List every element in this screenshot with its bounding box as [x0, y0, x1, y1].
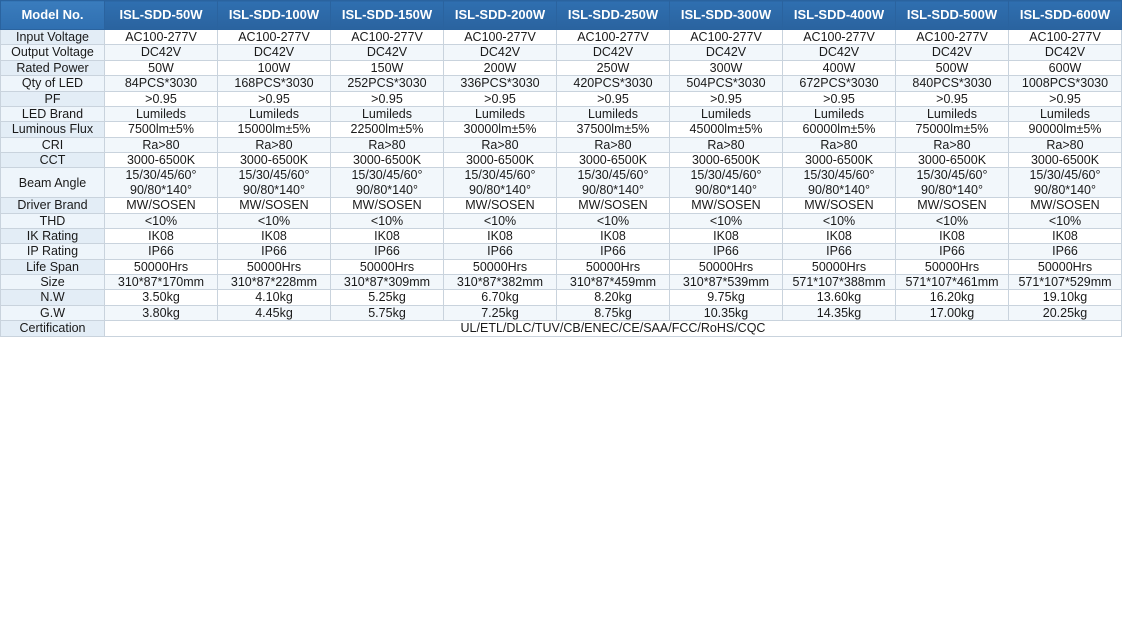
table-cell: MW/SOSEN	[783, 198, 896, 213]
table-cell: Lumileds	[896, 106, 1009, 121]
table-cell: 50000Hrs	[105, 259, 218, 274]
table-cell: 310*87*309mm	[331, 275, 444, 290]
table-cell: Lumileds	[218, 106, 331, 121]
table-cell: 840PCS*3030	[896, 76, 1009, 91]
column-header-model-5: ISL-SDD-250W	[557, 1, 670, 30]
table-cell: >0.95	[218, 91, 331, 106]
table-cell: 6.70kg	[444, 290, 557, 305]
table-cell: 50000Hrs	[557, 259, 670, 274]
row-label: Input Voltage	[1, 30, 105, 45]
table-cell: 75000lm±5%	[896, 122, 1009, 137]
row-label: Qty of LED	[1, 76, 105, 91]
table-cell: MW/SOSEN	[218, 198, 331, 213]
column-header-model-2: ISL-SDD-100W	[218, 1, 331, 30]
table-cell: 84PCS*3030	[105, 76, 218, 91]
table-cell: Lumileds	[331, 106, 444, 121]
table-cell: AC100-277V	[557, 30, 670, 45]
row-label: IK Rating	[1, 228, 105, 243]
table-cell: Ra>80	[1009, 137, 1122, 152]
table-cell: 9.75kg	[670, 290, 783, 305]
table-cell: 15/30/45/60° 90/80*140°	[444, 168, 557, 198]
table-cell: MW/SOSEN	[896, 198, 1009, 213]
table-cell: <10%	[218, 213, 331, 228]
table-cell: MW/SOSEN	[557, 198, 670, 213]
table-cell: 15/30/45/60° 90/80*140°	[896, 168, 1009, 198]
table-cell: >0.95	[444, 91, 557, 106]
column-header-model-4: ISL-SDD-200W	[444, 1, 557, 30]
table-cell: IP66	[557, 244, 670, 259]
table-row	[1, 198, 1122, 213]
row-label: N.W	[1, 290, 105, 305]
column-header-model-9: ISL-SDD-600W	[1009, 1, 1122, 30]
table-cell: 50000Hrs	[783, 259, 896, 274]
table-cell: 168PCS*3030	[218, 76, 331, 91]
table-cell: 50000Hrs	[1009, 259, 1122, 274]
table-cell: 3000-6500K	[557, 153, 670, 168]
table-cell: 400W	[783, 60, 896, 75]
table-cell: 16.20kg	[896, 290, 1009, 305]
table-cell: AC100-277V	[670, 30, 783, 45]
table-cell: DC42V	[105, 45, 218, 60]
table-cell: 571*107*388mm	[783, 275, 896, 290]
table-cell: MW/SOSEN	[670, 198, 783, 213]
table-cell: IK08	[557, 228, 670, 243]
table-cell: IP66	[1009, 244, 1122, 259]
table-cell: IP66	[670, 244, 783, 259]
table-cell: DC42V	[783, 45, 896, 60]
row-label: IP Rating	[1, 244, 105, 259]
table-cell: 1008PCS*3030	[1009, 76, 1122, 91]
table-cell: 336PCS*3030	[444, 76, 557, 91]
row-label: Driver Brand	[1, 198, 105, 213]
table-cell: 50W	[105, 60, 218, 75]
table-cell: 672PCS*3030	[783, 76, 896, 91]
column-header-model-7: ISL-SDD-400W	[783, 1, 896, 30]
certification-label: Certification	[1, 321, 105, 336]
table-cell: <10%	[670, 213, 783, 228]
table-cell: 3000-6500K	[670, 153, 783, 168]
row-label: Size	[1, 275, 105, 290]
table-cell: >0.95	[105, 91, 218, 106]
table-cell: 10.35kg	[670, 305, 783, 320]
table-cell: 15/30/45/60° 90/80*140°	[331, 168, 444, 198]
table-cell: <10%	[896, 213, 1009, 228]
table-cell: 571*107*529mm	[1009, 275, 1122, 290]
table-cell: AC100-277V	[783, 30, 896, 45]
table-cell: 252PCS*3030	[331, 76, 444, 91]
row-label: CRI	[1, 137, 105, 152]
table-cell: 37500lm±5%	[557, 122, 670, 137]
table-cell: Ra>80	[331, 137, 444, 152]
table-body	[1, 30, 1122, 337]
table-cell: IK08	[1009, 228, 1122, 243]
table-cell: MW/SOSEN	[444, 198, 557, 213]
table-cell: IK08	[331, 228, 444, 243]
table-row	[1, 244, 1122, 259]
table-cell: IP66	[783, 244, 896, 259]
table-cell: 3000-6500K	[444, 153, 557, 168]
table-cell: IK08	[783, 228, 896, 243]
column-header-model-3: ISL-SDD-150W	[331, 1, 444, 30]
table-cell: 7.25kg	[444, 305, 557, 320]
table-cell: 15/30/45/60° 90/80*140°	[783, 168, 896, 198]
table-row	[1, 259, 1122, 274]
table-cell: IK08	[670, 228, 783, 243]
column-header-model-1: ISL-SDD-50W	[105, 1, 218, 30]
row-label: G.W	[1, 305, 105, 320]
table-cell: 310*87*539mm	[670, 275, 783, 290]
table-cell: AC100-277V	[1009, 30, 1122, 45]
certification-row	[1, 321, 1122, 336]
table-cell: Ra>80	[444, 137, 557, 152]
table-cell: 3000-6500K	[218, 153, 331, 168]
table-cell: 45000lm±5%	[670, 122, 783, 137]
table-cell: MW/SOSEN	[331, 198, 444, 213]
table-cell: AC100-277V	[896, 30, 1009, 45]
table-cell: IK08	[218, 228, 331, 243]
table-cell: 22500lm±5%	[331, 122, 444, 137]
table-cell: 15000lm±5%	[218, 122, 331, 137]
table-cell: 3.80kg	[105, 305, 218, 320]
table-cell: 15/30/45/60° 90/80*140°	[670, 168, 783, 198]
table-cell: >0.95	[896, 91, 1009, 106]
table-cell: 3000-6500K	[105, 153, 218, 168]
table-cell: 50000Hrs	[218, 259, 331, 274]
table-row	[1, 30, 1122, 45]
table-cell: 5.75kg	[331, 305, 444, 320]
table-cell: 30000lm±5%	[444, 122, 557, 137]
table-cell: AC100-277V	[105, 30, 218, 45]
table-cell: Ra>80	[105, 137, 218, 152]
table-cell: <10%	[557, 213, 670, 228]
table-row	[1, 60, 1122, 75]
table-row	[1, 305, 1122, 320]
table-row	[1, 153, 1122, 168]
table-cell: 100W	[218, 60, 331, 75]
table-cell: 7500lm±5%	[105, 122, 218, 137]
row-label: CCT	[1, 153, 105, 168]
table-cell: >0.95	[670, 91, 783, 106]
table-cell: 310*87*170mm	[105, 275, 218, 290]
table-cell: MW/SOSEN	[105, 198, 218, 213]
table-row	[1, 91, 1122, 106]
table-cell: IP66	[331, 244, 444, 259]
table-cell: IP66	[218, 244, 331, 259]
table-cell: DC42V	[896, 45, 1009, 60]
table-cell: IP66	[105, 244, 218, 259]
table-cell: 14.35kg	[783, 305, 896, 320]
row-label: Beam Angle	[1, 168, 105, 198]
table-cell: 20.25kg	[1009, 305, 1122, 320]
table-cell: AC100-277V	[444, 30, 557, 45]
table-cell: 3.50kg	[105, 290, 218, 305]
table-cell: 17.00kg	[896, 305, 1009, 320]
table-cell: Ra>80	[670, 137, 783, 152]
table-row	[1, 106, 1122, 121]
table-row	[1, 168, 1122, 198]
table-cell: >0.95	[331, 91, 444, 106]
table-cell: 90000lm±5%	[1009, 122, 1122, 137]
table-head	[1, 1, 1122, 30]
table-cell: 4.45kg	[218, 305, 331, 320]
table-cell: 13.60kg	[783, 290, 896, 305]
table-cell: <10%	[783, 213, 896, 228]
row-label: Luminous Flux	[1, 122, 105, 137]
table-row	[1, 290, 1122, 305]
table-cell: <10%	[105, 213, 218, 228]
table-cell: 3000-6500K	[783, 153, 896, 168]
table-cell: 15/30/45/60° 90/80*140°	[218, 168, 331, 198]
row-label: PF	[1, 91, 105, 106]
table-cell: 200W	[444, 60, 557, 75]
table-cell: IK08	[444, 228, 557, 243]
table-cell: AC100-277V	[218, 30, 331, 45]
certification-value: UL/ETL/DLC/TUV/CB/ENEC/CE/SAA/FCC/RoHS/CQC	[105, 321, 1122, 336]
table-cell: 571*107*461mm	[896, 275, 1009, 290]
table-cell: 50000Hrs	[444, 259, 557, 274]
table-cell: 60000lm±5%	[783, 122, 896, 137]
table-cell: DC42V	[557, 45, 670, 60]
table-row	[1, 137, 1122, 152]
table-cell: >0.95	[783, 91, 896, 106]
table-row	[1, 275, 1122, 290]
table-cell: 600W	[1009, 60, 1122, 75]
table-cell: >0.95	[557, 91, 670, 106]
table-cell: DC42V	[218, 45, 331, 60]
table-cell: Lumileds	[444, 106, 557, 121]
table-header-row	[1, 1, 1122, 30]
table-cell: 8.75kg	[557, 305, 670, 320]
row-label: Output Voltage	[1, 45, 105, 60]
table-cell: 310*87*459mm	[557, 275, 670, 290]
table-cell: <10%	[1009, 213, 1122, 228]
column-header-model-8: ISL-SDD-500W	[896, 1, 1009, 30]
table-cell: 5.25kg	[331, 290, 444, 305]
table-cell: >0.95	[1009, 91, 1122, 106]
table-cell: 150W	[331, 60, 444, 75]
table-cell: 3000-6500K	[896, 153, 1009, 168]
table-row	[1, 213, 1122, 228]
row-label: Rated Power	[1, 60, 105, 75]
table-cell: 4.10kg	[218, 290, 331, 305]
table-cell: Ra>80	[783, 137, 896, 152]
table-cell: 19.10kg	[1009, 290, 1122, 305]
table-cell: Lumileds	[557, 106, 670, 121]
table-cell: Ra>80	[557, 137, 670, 152]
table-cell: IP66	[896, 244, 1009, 259]
table-cell: Ra>80	[896, 137, 1009, 152]
table-cell: 420PCS*3030	[557, 76, 670, 91]
table-cell: Lumileds	[783, 106, 896, 121]
table-cell: Lumileds	[670, 106, 783, 121]
table-cell: IK08	[896, 228, 1009, 243]
table-cell: <10%	[331, 213, 444, 228]
table-cell: 50000Hrs	[896, 259, 1009, 274]
table-row	[1, 76, 1122, 91]
table-cell: Lumileds	[105, 106, 218, 121]
table-row	[1, 45, 1122, 60]
table-cell: 8.20kg	[557, 290, 670, 305]
row-label: LED Brand	[1, 106, 105, 121]
table-cell: Lumileds	[1009, 106, 1122, 121]
table-cell: Ra>80	[218, 137, 331, 152]
table-cell: IP66	[444, 244, 557, 259]
row-label: THD	[1, 213, 105, 228]
table-cell: IK08	[105, 228, 218, 243]
table-cell: DC42V	[444, 45, 557, 60]
column-header-model-6: ISL-SDD-300W	[670, 1, 783, 30]
table-cell: 310*87*228mm	[218, 275, 331, 290]
table-cell: 15/30/45/60° 90/80*140°	[1009, 168, 1122, 198]
table-row	[1, 228, 1122, 243]
row-label: Life Span	[1, 259, 105, 274]
table-cell: 50000Hrs	[670, 259, 783, 274]
table-cell: 15/30/45/60° 90/80*140°	[557, 168, 670, 198]
table-cell: 300W	[670, 60, 783, 75]
table-cell: 250W	[557, 60, 670, 75]
table-cell: 50000Hrs	[331, 259, 444, 274]
table-cell: 310*87*382mm	[444, 275, 557, 290]
table-cell: DC42V	[670, 45, 783, 60]
table-cell: AC100-277V	[331, 30, 444, 45]
table-cell: 15/30/45/60° 90/80*140°	[105, 168, 218, 198]
table-cell: 500W	[896, 60, 1009, 75]
table-row	[1, 122, 1122, 137]
table-cell: 3000-6500K	[1009, 153, 1122, 168]
table-cell: 504PCS*3030	[670, 76, 783, 91]
table-cell: <10%	[444, 213, 557, 228]
table-cell: MW/SOSEN	[1009, 198, 1122, 213]
table-cell: DC42V	[1009, 45, 1122, 60]
table-cell: DC42V	[331, 45, 444, 60]
table-cell: 3000-6500K	[331, 153, 444, 168]
column-header-row-label: Model No.	[1, 1, 105, 30]
